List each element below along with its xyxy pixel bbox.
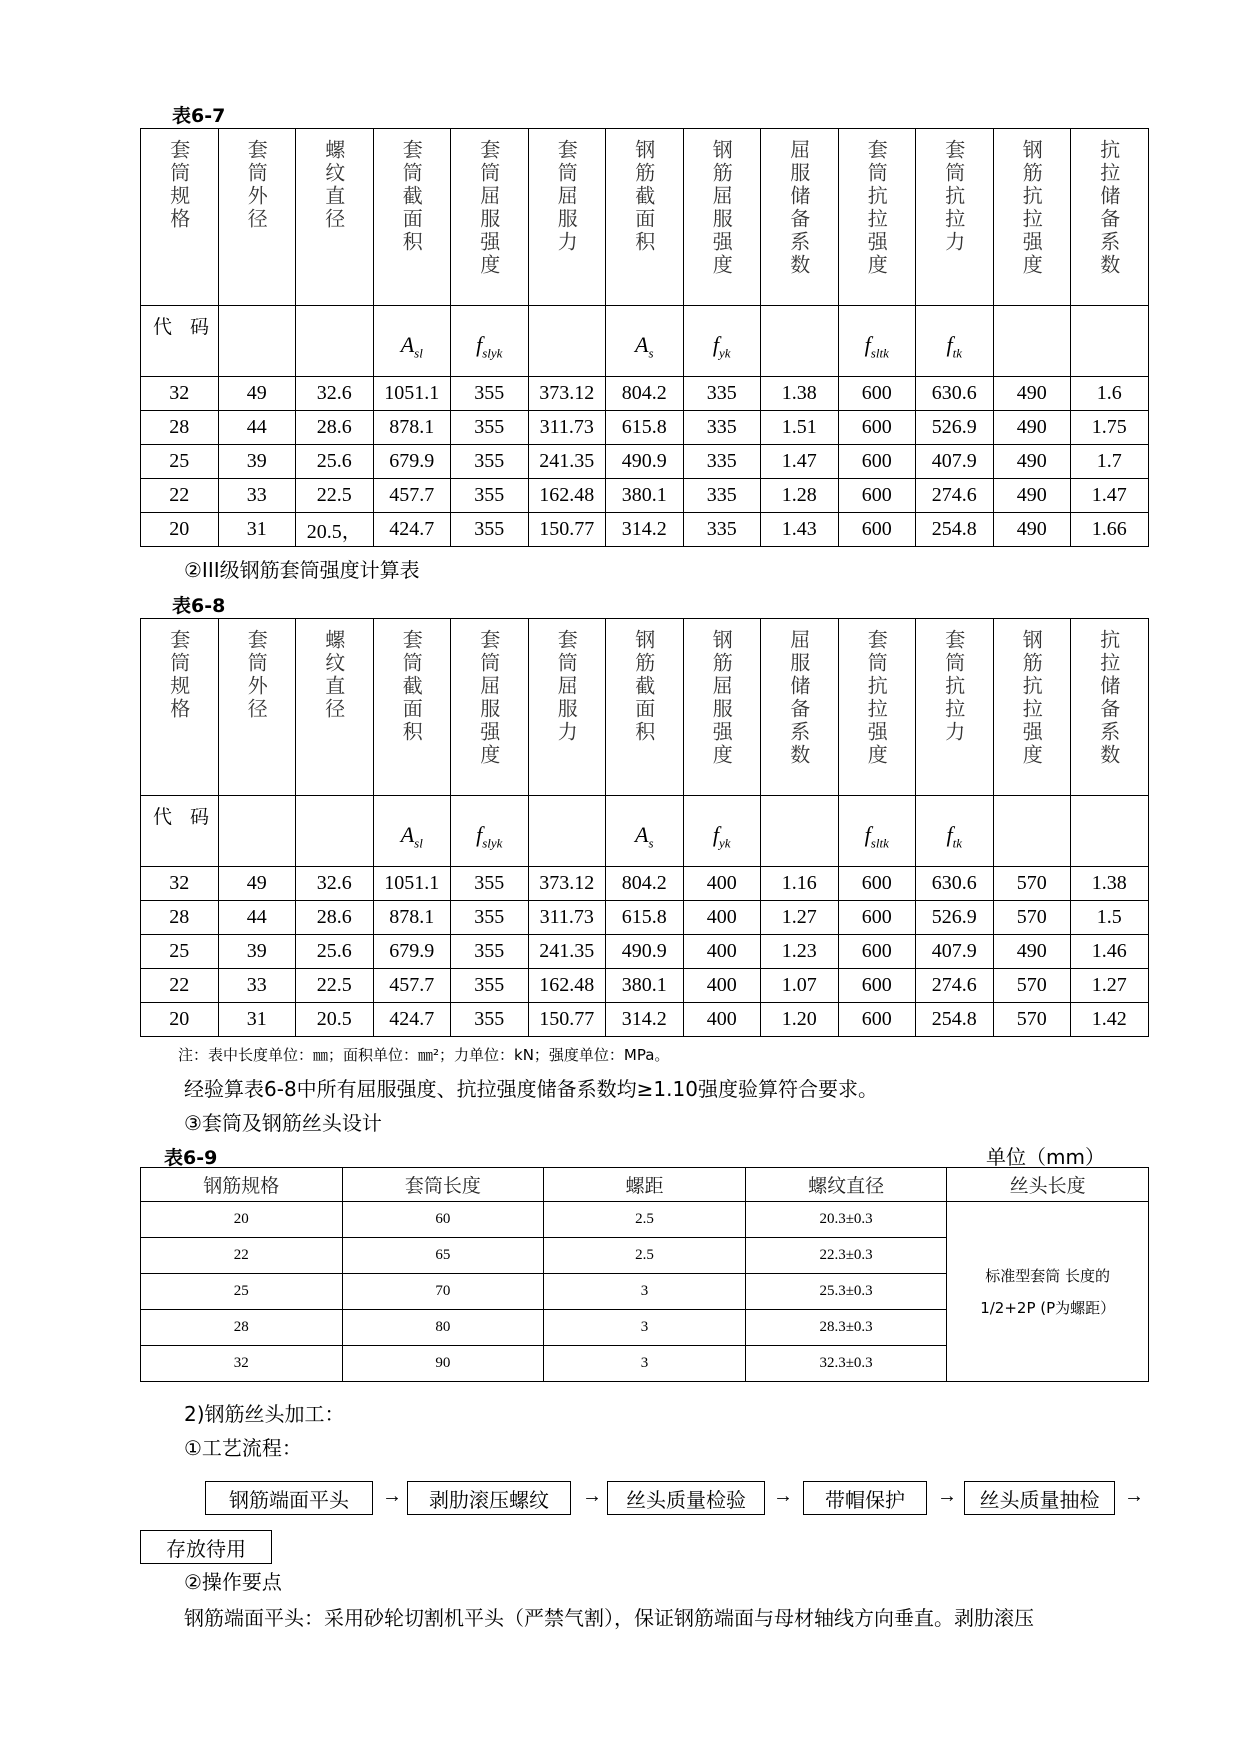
table-cell: 1.27 <box>1071 969 1149 1003</box>
table-cell: 380.1 <box>606 479 684 513</box>
table-cell: 314.2 <box>606 1003 684 1037</box>
table-cell: 570 <box>993 901 1071 935</box>
table-cell: 335 <box>683 445 761 479</box>
table-row <box>141 513 1149 547</box>
table-cell: 878.1 <box>373 901 451 935</box>
table-cell: 25.3±0.3 <box>745 1274 947 1310</box>
table-cell: 570 <box>993 867 1071 901</box>
table-cell: 490 <box>993 377 1071 411</box>
table-cell: 490 <box>993 411 1071 445</box>
column-header: 钢筋屈服强度 <box>709 139 734 277</box>
table-cell: 600 <box>838 479 916 513</box>
table-cell: 1.16 <box>761 867 839 901</box>
table-cell: 1.5 <box>1071 901 1149 935</box>
check-paragraph: 经验算表6-8中所有屈服强度、抗拉强度储备系数均≥1.10强度验算符合要求。 <box>184 1077 878 1101</box>
flow-arrow: → <box>582 1485 602 1507</box>
table-cell: 600 <box>838 867 916 901</box>
table-6-7 <box>140 128 1149 547</box>
section-heading-3: ③套筒及钢筋丝头设计 <box>184 1111 382 1135</box>
table-cell: 32 <box>141 867 219 901</box>
table-cell: 1.27 <box>761 901 839 935</box>
table-cell: 162.48 <box>528 969 606 1003</box>
flow-arrow: → <box>1124 1485 1144 1507</box>
column-header: 屈服储备系数 <box>786 139 811 277</box>
table-cell: 490.9 <box>606 445 684 479</box>
column-header: 套筒外径 <box>244 139 269 231</box>
table-cell: 355 <box>451 901 529 935</box>
table-header-row <box>141 1168 1149 1202</box>
column-header: 钢筋截面积 <box>631 139 656 254</box>
thread-length-line-1: 标准型套筒 长度的 <box>985 1266 1111 1285</box>
column-header: 套筒抗拉力 <box>941 139 966 254</box>
table-cell: 1.28 <box>761 479 839 513</box>
column-header: 螺纹直径 <box>321 139 346 231</box>
table-cell: 1.47 <box>761 445 839 479</box>
symbol-asl: $A_{sl}$ <box>400 822 423 851</box>
table-cell: 679.9 <box>373 445 451 479</box>
table-cell: 355 <box>451 1003 529 1037</box>
table-row <box>141 445 1149 479</box>
ops-paragraph: 钢筋端面平头：采用砂轮切割机平头（严禁气割），保证钢筋端面与母材轴线方向垂直。剥肋滚压 <box>184 1606 1034 1630</box>
flow-step-spot-check: 丝头质量抽检 <box>964 1481 1115 1515</box>
symbol-fyk: $f_{yk}$ <box>712 822 731 851</box>
table-cell: 32 <box>141 377 219 411</box>
table-cell: 150.77 <box>528 513 606 547</box>
table-cell: 1.75 <box>1071 411 1149 445</box>
table-cell: 570 <box>993 1003 1071 1037</box>
table-cell: 355 <box>451 513 529 547</box>
column-header: 丝头长度 <box>947 1168 1149 1202</box>
table-cell: 570 <box>993 969 1071 1003</box>
table-cell: 65 <box>342 1238 544 1274</box>
table-cell: 804.2 <box>606 867 684 901</box>
table-cell: 373.12 <box>528 867 606 901</box>
table-cell: 457.7 <box>373 479 451 513</box>
table-cell: 28.6 <box>296 411 374 445</box>
table-cell: 2.5 <box>544 1238 746 1274</box>
table-cell: 150.77 <box>528 1003 606 1037</box>
table-cell: 600 <box>838 377 916 411</box>
symbol-as: $A_s$ <box>634 822 654 851</box>
table-cell: 400 <box>683 867 761 901</box>
table-cell: 314.2 <box>606 513 684 547</box>
table-cell: 600 <box>838 901 916 935</box>
table-header-row <box>141 619 1149 796</box>
symbol-fsltk: $f_{sltk}$ <box>864 822 889 851</box>
table-cell: 424.7 <box>373 513 451 547</box>
table-cell: 22 <box>141 1238 343 1274</box>
table-cell: 600 <box>838 1003 916 1037</box>
table-cell: 32.6 <box>296 867 374 901</box>
table-cell: 400 <box>683 1003 761 1037</box>
table-row <box>141 901 1149 935</box>
table-row <box>141 377 1149 411</box>
table-row <box>141 969 1149 1003</box>
table-cell: 335 <box>683 377 761 411</box>
table-cell: 33 <box>218 479 296 513</box>
table-cell: 490 <box>993 479 1071 513</box>
table-cell: 1.20 <box>761 1003 839 1037</box>
table-cell: 490 <box>993 445 1071 479</box>
table-cell: 1.07 <box>761 969 839 1003</box>
table-6-9-label: 表6-9 <box>164 1147 218 1169</box>
table-cell: 615.8 <box>606 411 684 445</box>
table-cell: 490.9 <box>606 935 684 969</box>
column-header: 螺纹直径 <box>321 629 346 721</box>
table-6-9-unit: 单位（mm） <box>986 1145 1105 1169</box>
table-cell: 526.9 <box>916 411 994 445</box>
table-cell: 20 <box>141 513 219 547</box>
table-cell: 355 <box>451 377 529 411</box>
thread-length-cell <box>947 1202 1149 1382</box>
table-cell: 3 <box>544 1274 746 1310</box>
table-cell: 1.38 <box>1071 867 1149 901</box>
table-cell: 600 <box>838 411 916 445</box>
table-cell: 335 <box>683 513 761 547</box>
table-cell: 380.1 <box>606 969 684 1003</box>
table-row <box>141 935 1149 969</box>
section-2-heading: 2)钢筋丝头加工： <box>184 1402 345 1426</box>
table-cell: 254.8 <box>916 1003 994 1037</box>
ops-heading: ②操作要点 <box>184 1570 282 1594</box>
table-cell: 80 <box>342 1310 544 1346</box>
column-header: 钢筋截面积 <box>631 629 656 744</box>
table-cell: 1.42 <box>1071 1003 1149 1037</box>
table-cell: 1.43 <box>761 513 839 547</box>
table-cell: 355 <box>451 969 529 1003</box>
code-label: 代 码 <box>141 796 219 867</box>
table-cell: 90 <box>342 1346 544 1382</box>
table-cell: 2.5 <box>544 1202 746 1238</box>
column-header: 套筒抗拉强度 <box>864 139 889 277</box>
table-cell: 311.73 <box>528 411 606 445</box>
flow-arrow: → <box>773 1485 793 1507</box>
table-cell: 22 <box>141 479 219 513</box>
column-header: 钢筋规格 <box>141 1168 343 1202</box>
table-cell: 22 <box>141 969 219 1003</box>
table-6-8-label: 表6-8 <box>172 595 226 617</box>
table-cell: 335 <box>683 479 761 513</box>
symbol-fslyk: $f_{slyk}$ <box>476 332 503 361</box>
table-cell: 3 <box>544 1310 746 1346</box>
flow-arrow: → <box>382 1485 402 1507</box>
table-cell: 241.35 <box>528 935 606 969</box>
table-cell: 526.9 <box>916 901 994 935</box>
column-header: 套筒屈服力 <box>554 629 579 744</box>
table-cell: 355 <box>451 411 529 445</box>
table-cell: 39 <box>218 935 296 969</box>
table-row <box>141 867 1149 901</box>
table-cell: 254.8 <box>916 513 994 547</box>
table-6-8 <box>140 618 1149 1037</box>
table-cell: 1.47 <box>1071 479 1149 513</box>
column-header: 屈服储备系数 <box>786 629 811 767</box>
code-row <box>141 796 1149 867</box>
table-cell: 49 <box>218 377 296 411</box>
column-header: 钢筋抗拉强度 <box>1019 139 1044 277</box>
table-cell: 20.5 <box>296 1003 374 1037</box>
column-header: 套筒抗拉力 <box>941 629 966 744</box>
table-cell: 22.5 <box>296 969 374 1003</box>
table-cell: 1051.1 <box>373 377 451 411</box>
table-cell: 457.7 <box>373 969 451 1003</box>
flow-step-storage: 存放待用 <box>140 1530 272 1564</box>
table-cell: 25.6 <box>296 935 374 969</box>
process-heading: ①工艺流程： <box>184 1436 302 1460</box>
symbol-ftk: $f_{tk}$ <box>946 822 962 851</box>
table-cell: 804.2 <box>606 377 684 411</box>
column-header: 套筒屈服强度 <box>476 139 501 277</box>
table-cell: 44 <box>218 901 296 935</box>
table-cell: 28.3±0.3 <box>745 1310 947 1346</box>
table-cell: 31 <box>218 513 296 547</box>
table-cell: 1.6 <box>1071 377 1149 411</box>
column-header: 钢筋屈服强度 <box>709 629 734 767</box>
flow-step-cap-protection: 带帽保护 <box>803 1481 927 1515</box>
column-header: 螺纹直径 <box>745 1168 947 1202</box>
column-header: 套筒截面积 <box>399 629 424 744</box>
table-cell: 274.6 <box>916 479 994 513</box>
symbol-as: $A_s$ <box>634 332 654 361</box>
code-label: 代 码 <box>141 306 219 377</box>
symbol-asl: $A_{sl}$ <box>400 332 423 361</box>
table-cell: 241.35 <box>528 445 606 479</box>
table-row <box>141 1202 1149 1238</box>
table-cell: 1.38 <box>761 377 839 411</box>
table-cell: 25.6 <box>296 445 374 479</box>
column-header: 套筒屈服力 <box>554 139 579 254</box>
table-cell: 400 <box>683 969 761 1003</box>
column-header: 套筒抗拉强度 <box>864 629 889 767</box>
table-cell: 407.9 <box>916 445 994 479</box>
table-cell: 32.6 <box>296 377 374 411</box>
column-header: 螺距 <box>544 1168 746 1202</box>
table-cell: 32 <box>141 1346 343 1382</box>
table-6-9 <box>140 1167 1149 1382</box>
table-cell: 28 <box>141 1310 343 1346</box>
table-cell: 311.73 <box>528 901 606 935</box>
table-cell: 33 <box>218 969 296 1003</box>
table-cell: 162.48 <box>528 479 606 513</box>
table-cell: 424.7 <box>373 1003 451 1037</box>
symbol-ftk: $f_{tk}$ <box>946 332 962 361</box>
table-cell: 25 <box>141 445 219 479</box>
table-cell: 31 <box>218 1003 296 1037</box>
table-row <box>141 479 1149 513</box>
table-cell: 630.6 <box>916 377 994 411</box>
table-cell: 355 <box>451 935 529 969</box>
table-cell: 20.3±0.3 <box>745 1202 947 1238</box>
table-cell: 39 <box>218 445 296 479</box>
table-cell: 28.6 <box>296 901 374 935</box>
column-header: 套筒长度 <box>342 1168 544 1202</box>
table-6-7-label: 表6-7 <box>172 105 226 127</box>
table-cell: 615.8 <box>606 901 684 935</box>
table-cell: 335 <box>683 411 761 445</box>
table-cell: 1.46 <box>1071 935 1149 969</box>
table-cell: 600 <box>838 969 916 1003</box>
column-header: 抗拉储备系数 <box>1096 139 1121 277</box>
table-cell: 400 <box>683 935 761 969</box>
column-header: 套筒屈服强度 <box>476 629 501 767</box>
table-cell: 3 <box>544 1346 746 1382</box>
column-header: 套筒外径 <box>244 629 269 721</box>
table-cell: 490 <box>993 935 1071 969</box>
column-header: 套筒截面积 <box>399 139 424 254</box>
table-cell: 1.66 <box>1071 513 1149 547</box>
table-cell: 407.9 <box>916 935 994 969</box>
table-header-row <box>141 129 1149 306</box>
unit-note: 注：表中长度单位：㎜；面积单位：㎜²；力单位：kN；强度单位：MPa。 <box>178 1046 670 1064</box>
symbol-fsltk: $f_{sltk}$ <box>864 332 889 361</box>
flow-step-quality-inspection: 丝头质量检验 <box>607 1481 765 1515</box>
table-cell: 70 <box>342 1274 544 1310</box>
table-cell: 600 <box>838 445 916 479</box>
table-cell: 679.9 <box>373 935 451 969</box>
table-cell: 355 <box>451 445 529 479</box>
table-cell: 22.3±0.3 <box>745 1238 947 1274</box>
table-cell: 400 <box>683 901 761 935</box>
table-cell: 274.6 <box>916 969 994 1003</box>
table-cell: 44 <box>218 411 296 445</box>
caption-table-6-8: ②III级钢筋套筒强度计算表 <box>184 558 420 582</box>
flow-step-rib-rolling: 剥肋滚压螺纹 <box>407 1481 571 1515</box>
table-cell: 28 <box>141 901 219 935</box>
table-cell: 25 <box>141 935 219 969</box>
table-cell: 20 <box>141 1003 219 1037</box>
column-header: 套筒规格 <box>166 629 191 721</box>
table-cell: 490 <box>993 513 1071 547</box>
column-header: 钢筋抗拉强度 <box>1019 629 1044 767</box>
table-cell: 22.5 <box>296 479 374 513</box>
column-header: 抗拉储备系数 <box>1096 629 1121 767</box>
thread-length-line-2: 1/2+2P (P为螺距） <box>980 1298 1116 1317</box>
column-header: 套筒规格 <box>166 139 191 231</box>
table-cell: 32.3±0.3 <box>745 1346 947 1382</box>
table-cell: 1.51 <box>761 411 839 445</box>
table-cell: 600 <box>838 513 916 547</box>
code-row <box>141 306 1149 377</box>
table-cell: 355 <box>451 867 529 901</box>
table-row <box>141 411 1149 445</box>
table-cell: 60 <box>342 1202 544 1238</box>
symbol-fyk: $f_{yk}$ <box>712 332 731 361</box>
table-cell: 1051.1 <box>373 867 451 901</box>
table-cell: 600 <box>838 935 916 969</box>
table-cell: 1.7 <box>1071 445 1149 479</box>
table-cell: 28 <box>141 411 219 445</box>
table-cell: 355 <box>451 479 529 513</box>
flow-step-end-flattening: 钢筋端面平头 <box>205 1481 373 1515</box>
table-cell: 878.1 <box>373 411 451 445</box>
table-cell: 25 <box>141 1274 343 1310</box>
table-cell: 373.12 <box>528 377 606 411</box>
table-cell: 49 <box>218 867 296 901</box>
table-cell: 1.23 <box>761 935 839 969</box>
table-cell: 20.5， <box>296 513 374 547</box>
flow-arrow: → <box>937 1485 957 1507</box>
table-row <box>141 1003 1149 1037</box>
symbol-fslyk: $f_{slyk}$ <box>476 822 503 851</box>
table-cell: 630.6 <box>916 867 994 901</box>
table-cell: 20 <box>141 1202 343 1238</box>
